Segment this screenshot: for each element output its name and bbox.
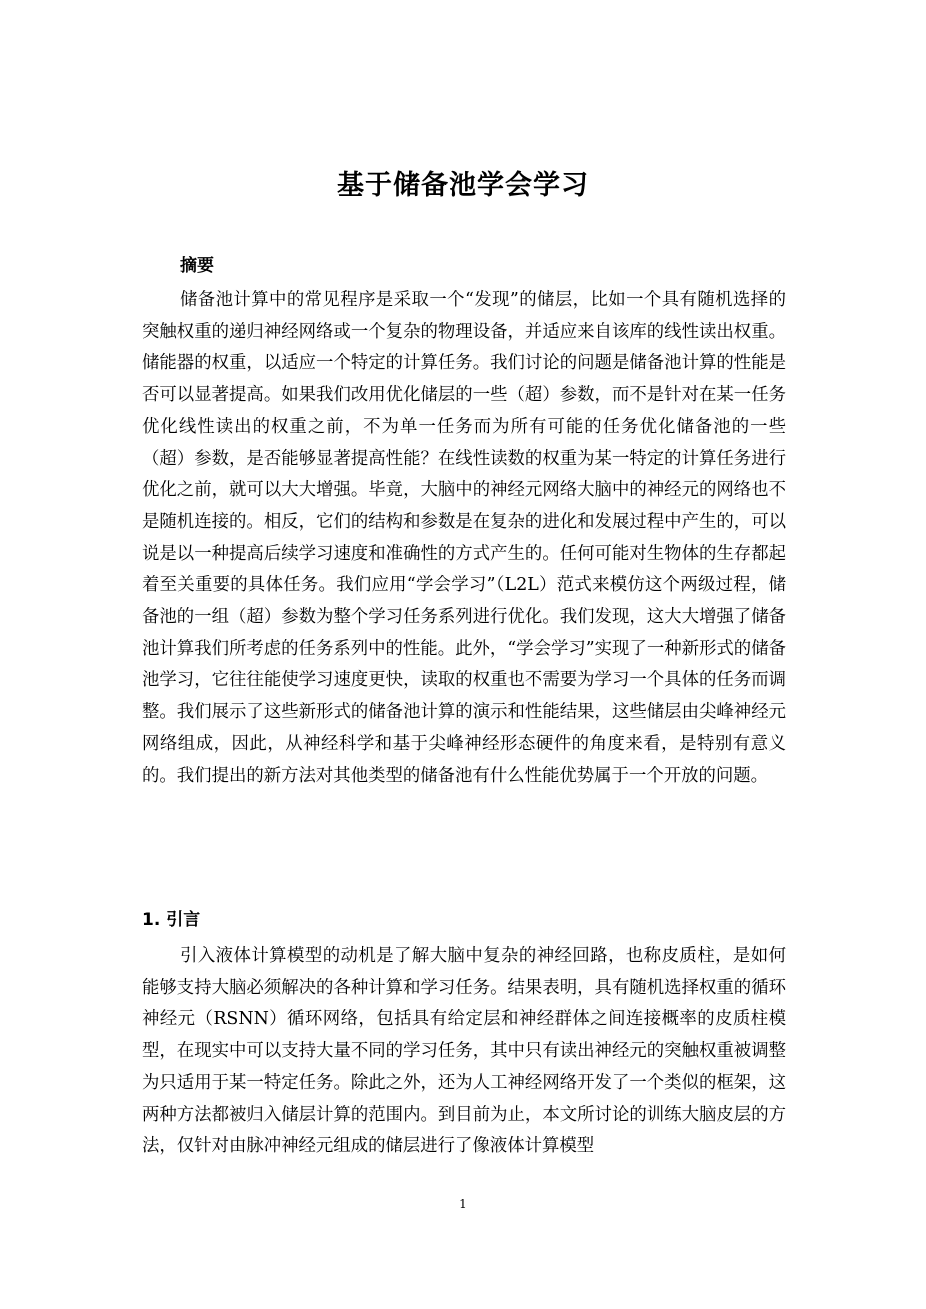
introduction-paragraph: 引入液体计算模型的动机是了解大脑中复杂的神经回路，也称皮质柱，是如何能够支持大脑必须解决的各种计算和学习任务。结果表明，具有随机选择权重的循环神经元（RSNN）循环网络，包括具有给定层和神经群体之间连接概率的皮质柱模型，在现实中可以支持大量不同的学习任务，其中只有读出神经元的突触权重被调整为只适用于某一特定任务。除此之外，还为人工神经网络开发了一个类似的框架，这两种方法都被归入储层计算的范围内。到目前为止，本文所讨论的训练大脑皮层的方法，仅针对由脉冲神经元组成的储层进行了像液体计算模型 <box>142 946 786 1157</box>
page-number: 1 <box>459 1197 467 1211</box>
abstract-heading: 摘要 <box>180 256 214 276</box>
document-title: 基于储备池学会学习 <box>337 170 589 201</box>
introduction-heading: 1. 引言 <box>142 910 201 930</box>
abstract-paragraph: 储备池计算中的常见程序是采取一个“发现”的储层，比如一个具有随机选择的突触权重的递归神经网络或一个复杂的物理设备，并适应来自该库的线性读出权重。储能器的权重，以适应一个特定的计算任务。我们讨论的问题是储备池计算的性能是否可以显著提高。如果我们改用优化储层的一些（超）参数，而不是针对在某一任务优化线性读出的权重之前，不为单一任务而为所有可能的任务优化储备池的一些（超）参数，是否能够显著提高性能？在线性读数的权重为某一特定的计算任务进行优化之前，就可以大大增强。毕竟，大脑中的神经元网络大脑中的神经元的网络也不是随机连接的。相反，它们的结构和参数是在复杂的进化和发展过程中产生的，可以说是以一种提高后续学习速度和准确性的方式产生的。任何可能对生物体的生存都起着至关重要的具体任务。我们应用“学会学习”（L2L）范式来模仿这个两级过程，储备池的一组（超）参数为整个学习任务系列进行优化。我们发现，这大大增强了储备池计算我们所考虑的任务系列中的性能。此外，“学会学习”实现了一种新形式的储备池学习，它往往能使学习速度更快，读取的权重也不需要为学习一个具体的任务而调整。我们展示了这些新形式的储备池计算的演示和性能结果，这些储层由尖峰神经元网络组成，因此，从神经科学和基于尖峰神经形态硬件的角度来看，是特别有意义的。我们提出的新方法对其他类型的储备池有什么性能优势属于一个开放的问题。 <box>142 290 786 786</box>
